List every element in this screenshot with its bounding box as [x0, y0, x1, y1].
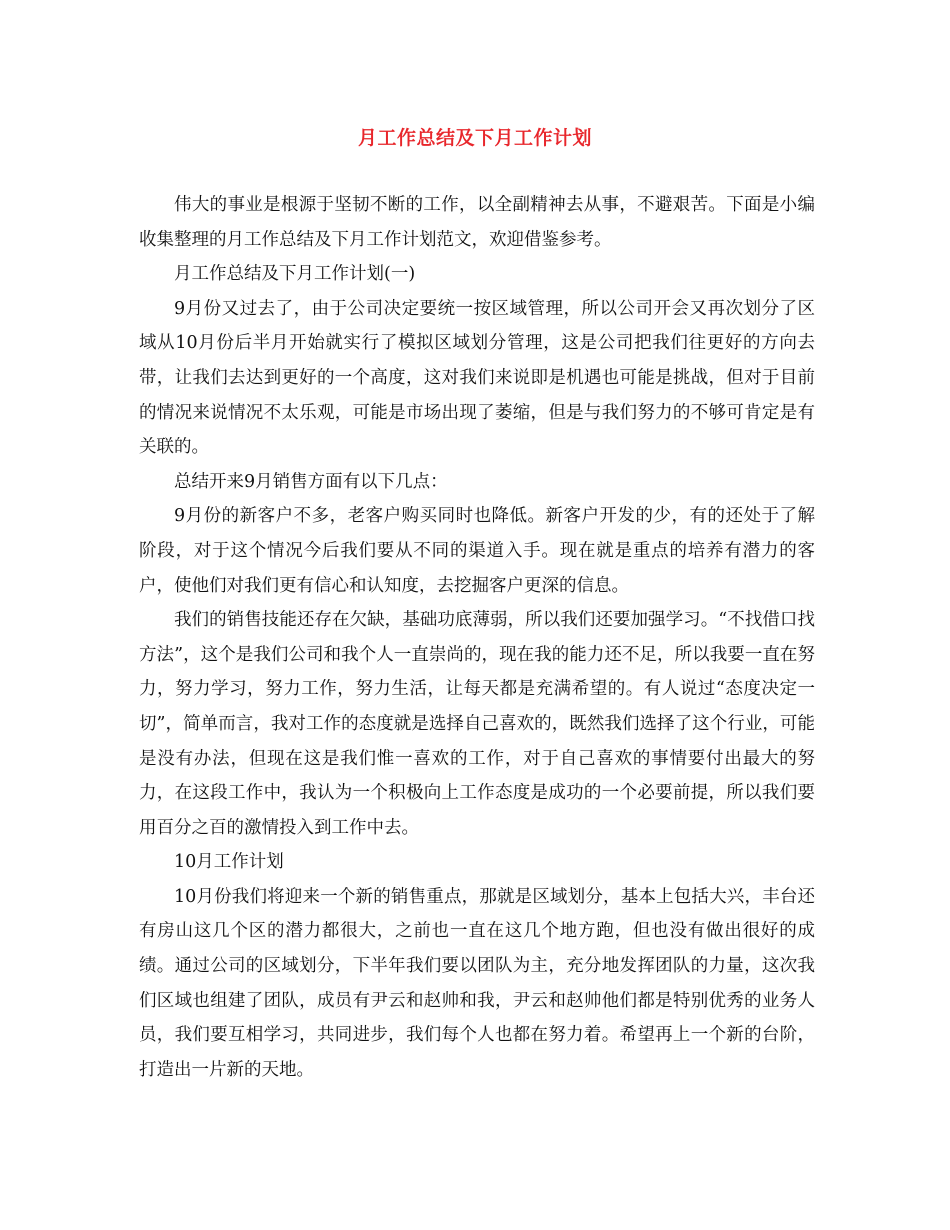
document-title: 月工作总结及下月工作计划 — [357, 127, 592, 149]
paragraph-september-review: 9月份又过去了，由于公司决定要统一按区域管理，所以公司开会又再次划分了区域从10月份后半月开始就实行了模拟区域划分管理，这是公司把我们往更好的方向去带，让我们去达到更好的一个高度，这对我们来说即是机遇也可能是挑战，但对于目前的情况来说情况不太乐观，可能是市场出现了萎缩，但是与我们努力的不够可肯定是有关联的。 — [139, 298, 815, 458]
paragraph-sales-skills: 我们的销售技能还存在欠缺，基础功底薄弱，所以我们还要加强学习。“不找借口找方法”，这个是我们公司和我个人一直崇尚的，现在我的能力还不足，所以我要一直在努力，努力学习，努力工作，努力生活，让每天都是充满希望的。有人说过“态度决定一切”，简单而言，我对工作的态度就是选择自己喜欢的，既然我们选择了这个行业，可能是没有办法，但现在这是我们惟一喜欢的工作，对于自己喜欢的事情要付出最大的努力，在这段工作中，我认为一个积极向上工作态度是成功的一个必要前提，所以我们要用百分之百的激情投入到工作中去。 — [139, 610, 815, 838]
document-body — [139, 188, 815, 1087]
paragraph-summary-heading: 总结开来9月销售方面有以下几点： — [174, 471, 448, 492]
section-heading-1: 月工作总结及下月工作计划(一) — [174, 264, 416, 285]
paragraph-october-plan: 10月份我们将迎来一个新的销售重点，那就是区域划分，基本上包括大兴，丰台还有房山这几个区的潜力都很大，之前也一直在这几个地方跑，但也没有做出很好的成绩。通过公司的区域划分，下半年我们要以团队为主，充分地发挥团队的力量，这次我们区域也组建了团队，成员有尹云和赵帅和我，尹云和赵帅他们都是特别优秀的业务人员，我们要互相学习，共同进步，我们每个人也都在努力着。希望再上一个新的台阶，打造出一片新的天地。 — [139, 886, 815, 1080]
paragraph-customers: 9月份的新客户不多，老客户购买同时也降低。新客户开发的少，有的还处于了解阶段，对于这个情况今后我们要从不同的渠道入手。现在就是重点的培养有潜力的客户，使他们对我们更有信心和认知度，去挖掘客户更深的信息。 — [139, 506, 815, 596]
paragraph-intro: 伟大的事业是根源于坚韧不断的工作，以全副精神去从事，不避艰苦。下面是小编收集整理的月工作总结及下月工作计划范文，欢迎借鉴参考。 — [139, 195, 815, 250]
section-heading-october-plan: 10月工作计划 — [174, 852, 284, 873]
